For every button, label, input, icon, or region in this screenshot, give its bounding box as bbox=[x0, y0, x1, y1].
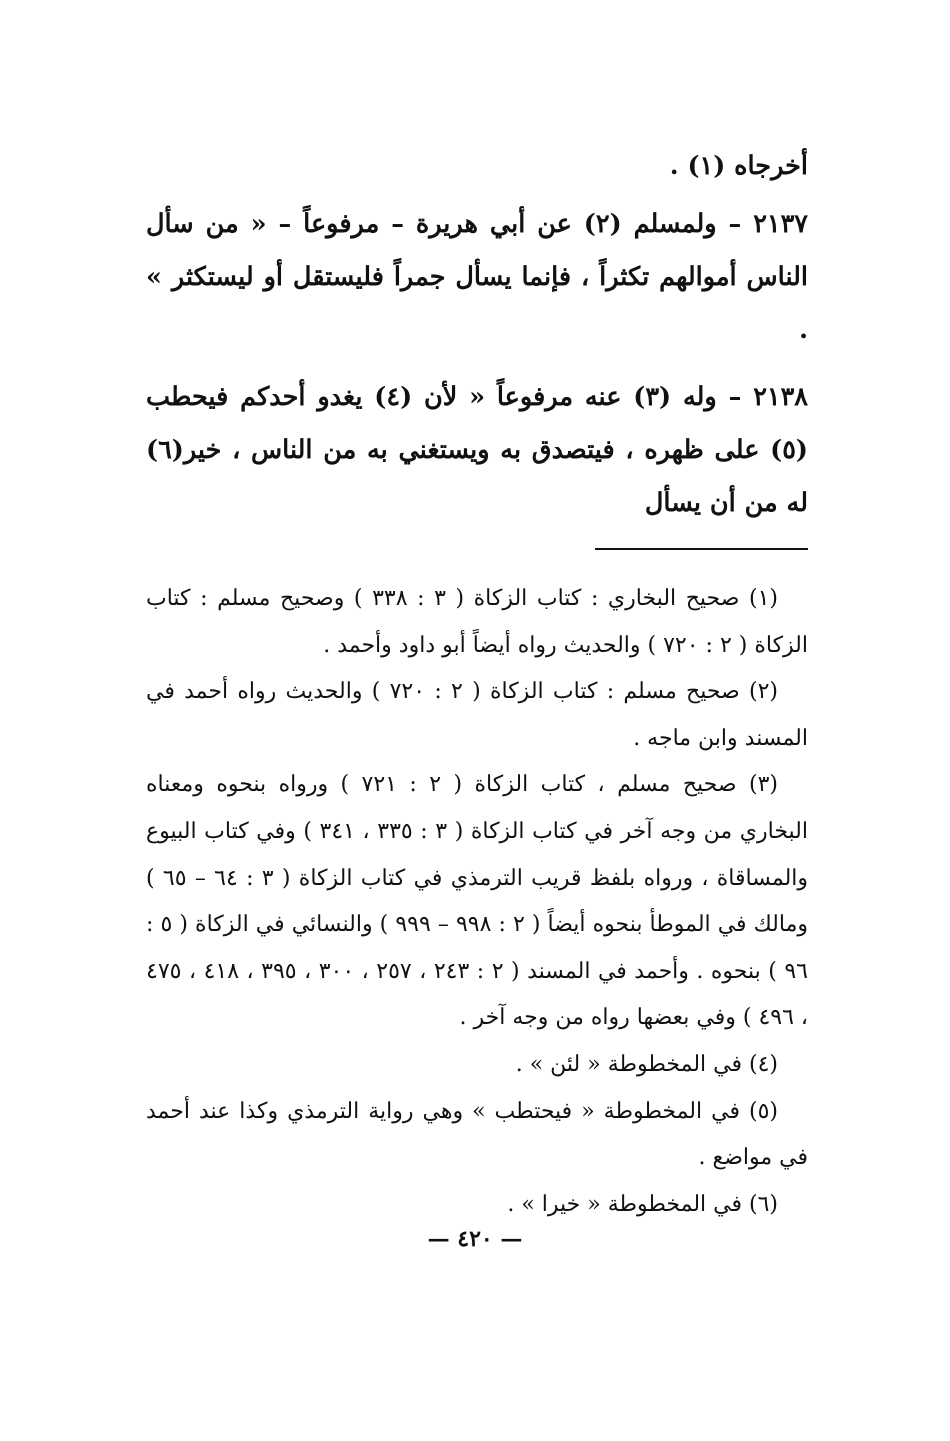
intro-line: أخرجاه (١) . bbox=[669, 151, 808, 181]
footnote-separator bbox=[595, 548, 808, 550]
footnote-3: (٣) صحيح مسلم ، كتاب الزكاة ( ٢ : ٧٢١ ) ورواه بنحوه ومعناه البخاري من وجه آخر في كتاب الزكاة ( ٣ : ٣٣٥ ، ٣٤١ ) وفي كتاب البيوع والمساقاة ، ورواه بلفظ قريب الترمذي في كتاب الزكاة ( ٣ : ٦٤ – ٦٥ ) ومالك في الموطأ بنحوه أيضاً ( ٢ : ٩٩٨ – ٩٩٩ ) والنسائي في الزكاة ( ٥ : ٩٦ ) بنحوه . وأحمد في المسند ( ٢ : ٢٤٣ ، ٢٥٧ ، ٣٠٠ ، ٣٩٥ ، ٤١٨ ، ٤٧٥ ، ٤٩٦ ) وفي بعضها رواه من وجه آخر . bbox=[146, 772, 809, 1031]
footnotes bbox=[146, 576, 808, 1228]
footnote-4: (٤) في المخطوطة « لئن » . bbox=[515, 1051, 778, 1077]
hadith-2138: ٢١٣٨ – وله (٣) عنه مرفوعاً « لأن (٤) يغدو أحدكم فيحطب (٥) على ظهره ، فيتصدق به ويستغني به من الناس ، خير(٦) له من أن يسأل bbox=[146, 382, 808, 518]
footnote-2: (٢) صحيح مسلم : كتاب الزكاة ( ٢ : ٧٢٠ ) والحديث رواه أحمد في المسند وابن ماجه . bbox=[146, 679, 808, 751]
footnote-1: (١) صحيح البخاري : كتاب الزكاة ( ٣ : ٣٣٨ ) وصحيح مسلم : كتاب الزكاة ( ٢ : ٧٢٠ ) والحديث رواه أيضاً أبو داود وأحمد . bbox=[146, 586, 808, 658]
footnote-5: (٥) في المخطوطة « فيحتطب » وهي رواية الترمذي وكذا عند أحمد في مواضع . bbox=[146, 1098, 808, 1171]
footnote-6: (٦) في المخطوطة « خيرا » . bbox=[507, 1191, 778, 1217]
page-number: — ٤٢٠ — bbox=[427, 1226, 523, 1252]
hadith-2137: ٢١٣٧ – ولمسلم (٢) عن أبي هريرة – مرفوعاً – « من سأل الناس أموالهم تكثراً ، فإنما يسأل جمراً فليستقل أو ليستكثر » . bbox=[146, 209, 808, 345]
main-text bbox=[146, 140, 808, 530]
page-content bbox=[146, 140, 808, 1228]
